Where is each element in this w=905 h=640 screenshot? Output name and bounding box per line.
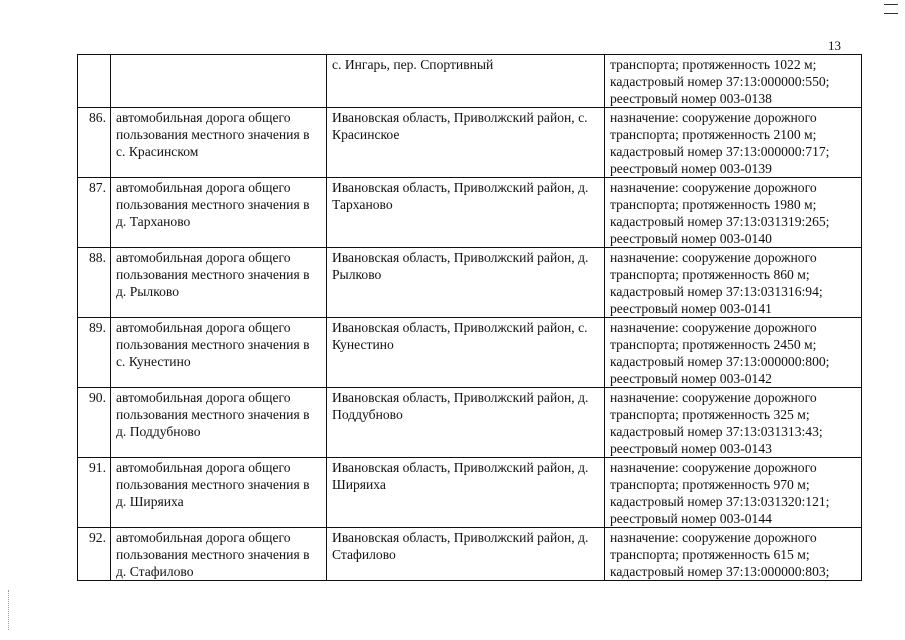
road-registry-table (77, 54, 862, 581)
row-number (78, 55, 111, 108)
object-location: Ивановская область, Приволжский район, с. Кунестино (327, 318, 605, 388)
row-number: 92. (78, 528, 111, 581)
object-details: назначение: сооружение дорожного транспорта; протяженность 615 м; кадастровый номер 37:13:000000:803; (605, 528, 862, 581)
object-details: назначение: сооружение дорожного транспорта; протяженность 970 м; кадастровый номер 37:13:031320:121; реестровый номер 003-0144 (605, 458, 862, 528)
object-location: Ивановская область, Приволжский район, д. Стафилово (327, 528, 605, 581)
scan-corner-mark (884, 4, 898, 14)
object-name: автомобильная дорога общего пользования местного значения в с. Кунестино (111, 318, 327, 388)
row-number: 87. (78, 178, 111, 248)
row-number: 91. (78, 458, 111, 528)
table-row (78, 318, 862, 388)
object-name: автомобильная дорога общего пользования местного значения в д. Стафилово (111, 528, 327, 581)
object-details: назначение: сооружение дорожного транспорта; протяженность 1980 м; кадастровый номер 37:13:031319:265; реестровый номер 003-0140 (605, 178, 862, 248)
table-row (78, 178, 862, 248)
object-name: автомобильная дорога общего пользования местного значения в с. Красинском (111, 108, 327, 178)
object-name: автомобильная дорога общего пользования местного значения в д. Поддубново (111, 388, 327, 458)
table-row (78, 248, 862, 318)
object-details: назначение: сооружение дорожного транспорта; протяженность 860 м; кадастровый номер 37:13:031316:94; реестровый номер 003-0141 (605, 248, 862, 318)
object-location: Ивановская область, Приволжский район, д. Поддубново (327, 388, 605, 458)
object-location: Ивановская область, Приволжский район, д. Рылково (327, 248, 605, 318)
row-number: 86. (78, 108, 111, 178)
table-row (78, 388, 862, 458)
table-row (78, 528, 862, 581)
object-location: с. Ингарь, пер. Спортивный (327, 55, 605, 108)
object-location: Ивановская область, Приволжский район, с. Красинское (327, 108, 605, 178)
table-row (78, 458, 862, 528)
table-row (78, 108, 862, 178)
row-number: 90. (78, 388, 111, 458)
object-location: Ивановская область, Приволжский район, д. Тарханово (327, 178, 605, 248)
object-details: транспорта; протяженность 1022 м; кадастровый номер 37:13:000000:550; реестровый номер 003-0138 (605, 55, 862, 108)
page-number: 13 (828, 38, 841, 53)
row-number: 89. (78, 318, 111, 388)
table-row (78, 55, 862, 108)
object-location: Ивановская область, Приволжский район, д. Ширяиха (327, 458, 605, 528)
object-details: назначение: сооружение дорожного транспорта; протяженность 2450 м; кадастровый номер 37:13:000000:800; реестровый номер 003-0142 (605, 318, 862, 388)
object-name (111, 55, 327, 108)
scan-edge-dots (8, 590, 11, 630)
object-name: автомобильная дорога общего пользования местного значения в д. Ширяиха (111, 458, 327, 528)
object-details: назначение: сооружение дорожного транспорта; протяженность 325 м; кадастровый номер 37:13:031313:43; реестровый номер 003-0143 (605, 388, 862, 458)
object-name: автомобильная дорога общего пользования местного значения в д. Тарханово (111, 178, 327, 248)
object-name: автомобильная дорога общего пользования местного значения в д. Рылково (111, 248, 327, 318)
object-details: назначение: сооружение дорожного транспорта; протяженность 2100 м; кадастровый номер 37:13:000000:717; реестровый номер 003-0139 (605, 108, 862, 178)
row-number: 88. (78, 248, 111, 318)
